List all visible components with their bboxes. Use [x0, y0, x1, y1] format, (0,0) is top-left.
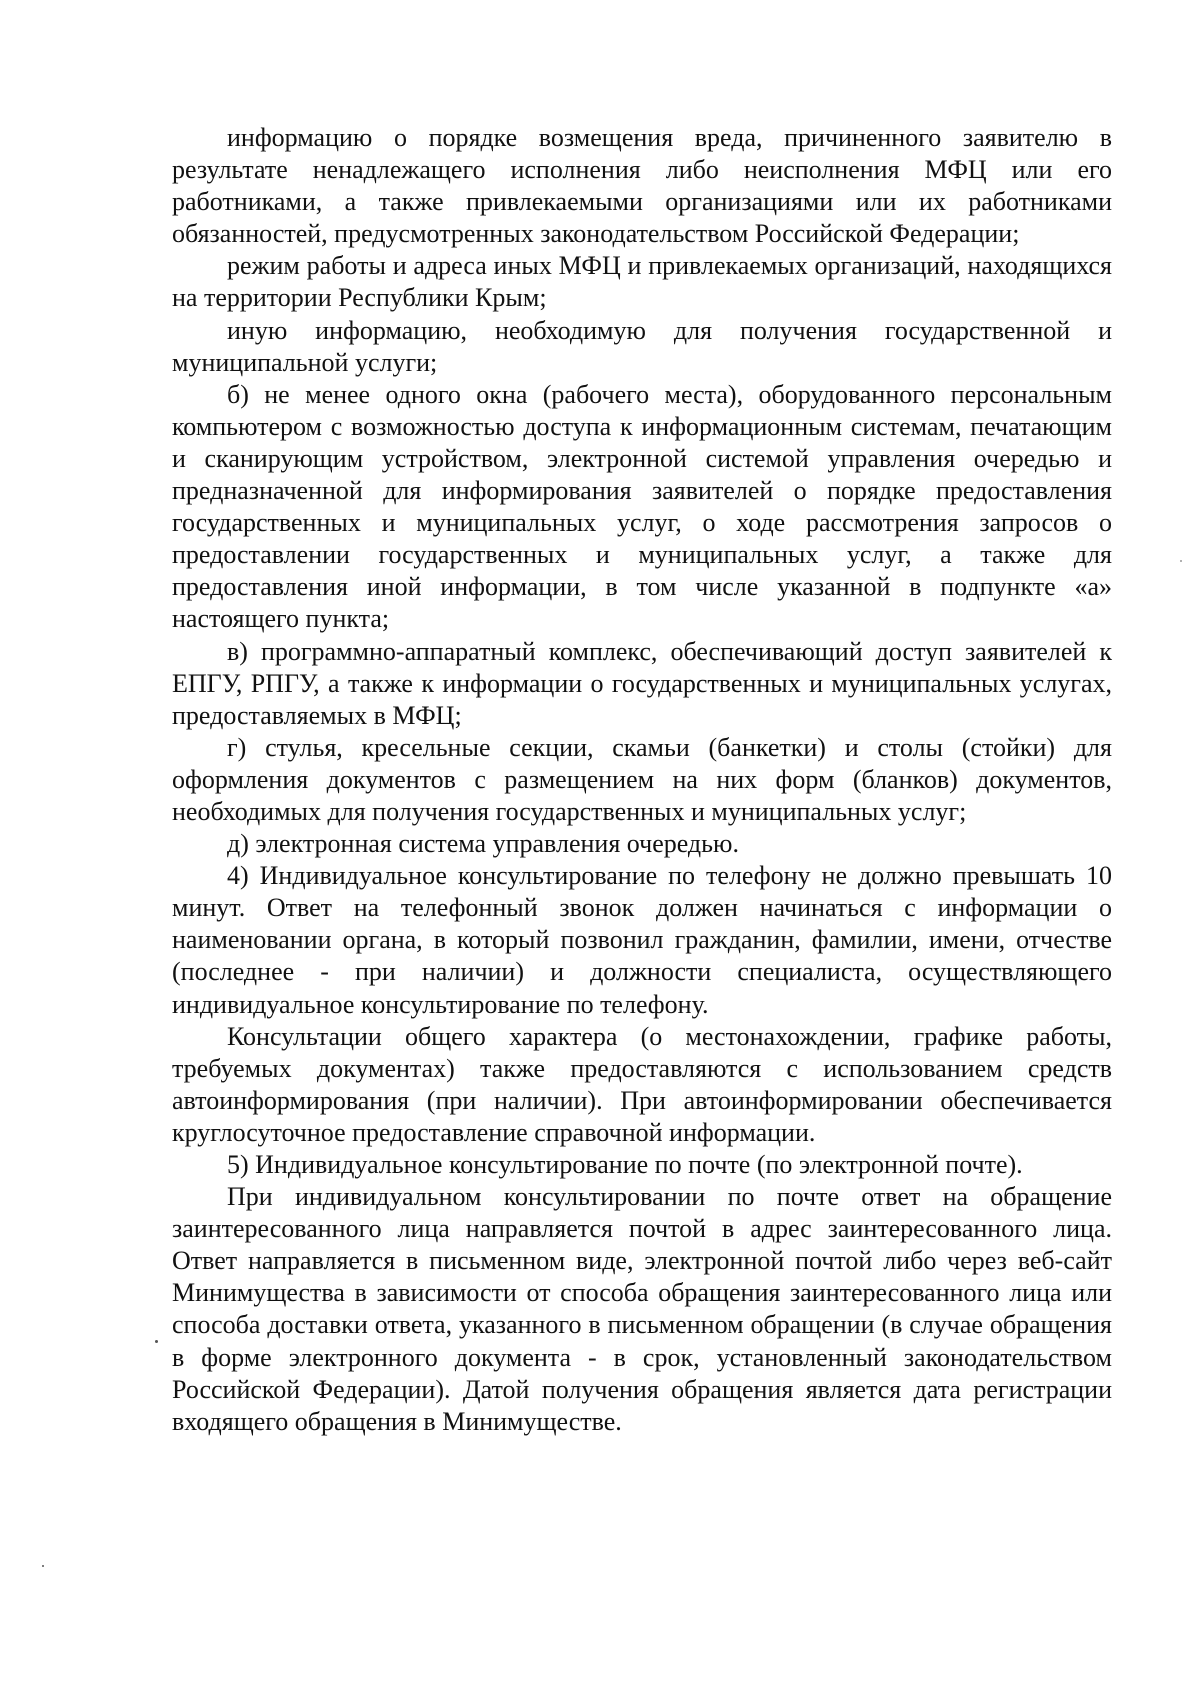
paragraph-item-5-mail-consulting: 5) Индивидуальное консультирование по почте (по электронной почте). [227, 1150, 1023, 1179]
paragraph-item-v-hardware-complex: в) программно-аппаратный комплекс, обеспечивающий доступ заявителей к ЕПГУ, РПГУ, а также к информации о государственных и муниципальных услугах, предоставляемых в МФЦ; [172, 636, 1112, 730]
scan-speck [42, 1565, 44, 1567]
scan-speck [155, 1340, 158, 1343]
paragraph-item-g-furniture: г) стулья, кресельные секции, скамьи (банкетки) и столы (стойки) для оформления документов с размещением на них форм (бланков) документов, необходимых для получения государственных и муниципальных услуг; [172, 732, 1112, 826]
paragraph-item-d-queue-system: д) электронная система управления очередью. [227, 829, 739, 859]
paragraph-item-b-workplace: б) не менее одного окна (рабочего места), оборудованного персональным компьютером с возможностью доступа к информационным системам, печатающим и сканирующим устройством, электронной системой управления очередью и предназначенной для информирования заявителей о порядке предоставления государственных и муниципальных услуг, о ходе рассмотрения запросов о предоставлении государственных и муниципальных услуг, а также для предоставления иной информации, в том числе указанной в подпункте «а» настоящего пункта; [172, 379, 1112, 634]
paragraph-item-4-phone-consulting: 4) Индивидуальное консультирование по телефону не должно превышать 10 минут. Ответ на телефонный звонок должен начинаться с информации о наименовании органа, в который позвонил гражданин, фамилии, имени, отчестве (последнее - при наличии) и должности специалиста, осуществляющего индивидуальное консультирование по телефону. [172, 861, 1112, 1019]
paragraph-general-consultations: Консультации общего характера (о местонахождении, графике работы, требуемых документах) также предоставляются с использованием средств автоинформирования (при наличии). При автоинформировании обеспечивается круглосуточное предоставление справочной информации. [172, 1021, 1112, 1147]
paragraph-other-information: иную информацию, необходимую для получения государственной и муниципальной услуги; [172, 315, 1112, 377]
paragraph-other-mfc-addresses: режим работы и адреса иных МФЦ и привлекаемых организаций, находящихся на территории Республики Крым; [172, 251, 1112, 313]
document-body [172, 122, 1112, 1438]
paragraph-mail-response: При индивидуальном консультировании по почте ответ на обращение заинтересованного лица направляется почтой в адрес заинтересованного лица. Ответ направляется в письменном виде, электронной почтой либо через веб-сайт Минимущества в зависимости от способа обращения заинтересованного лица или способа доставки ответа, указанного в письменном обращении (в случае обращения в форме электронного документа - в срок, установленный законодательством Российской Федерации). Датой получения обращения является дата регистрации входящего обращения в Минимуществе. [172, 1182, 1112, 1436]
paragraph-damage-compensation-info: информацию о порядке возмещения вреда, причиненного заявителю в результате ненадлежащего исполнения либо неисполнения МФЦ или его работниками, а также привлекаемыми организациями или их работниками обязанностей, предусмотренных законодательством Российской Федерации; [172, 123, 1112, 249]
scan-speck [1180, 560, 1182, 562]
